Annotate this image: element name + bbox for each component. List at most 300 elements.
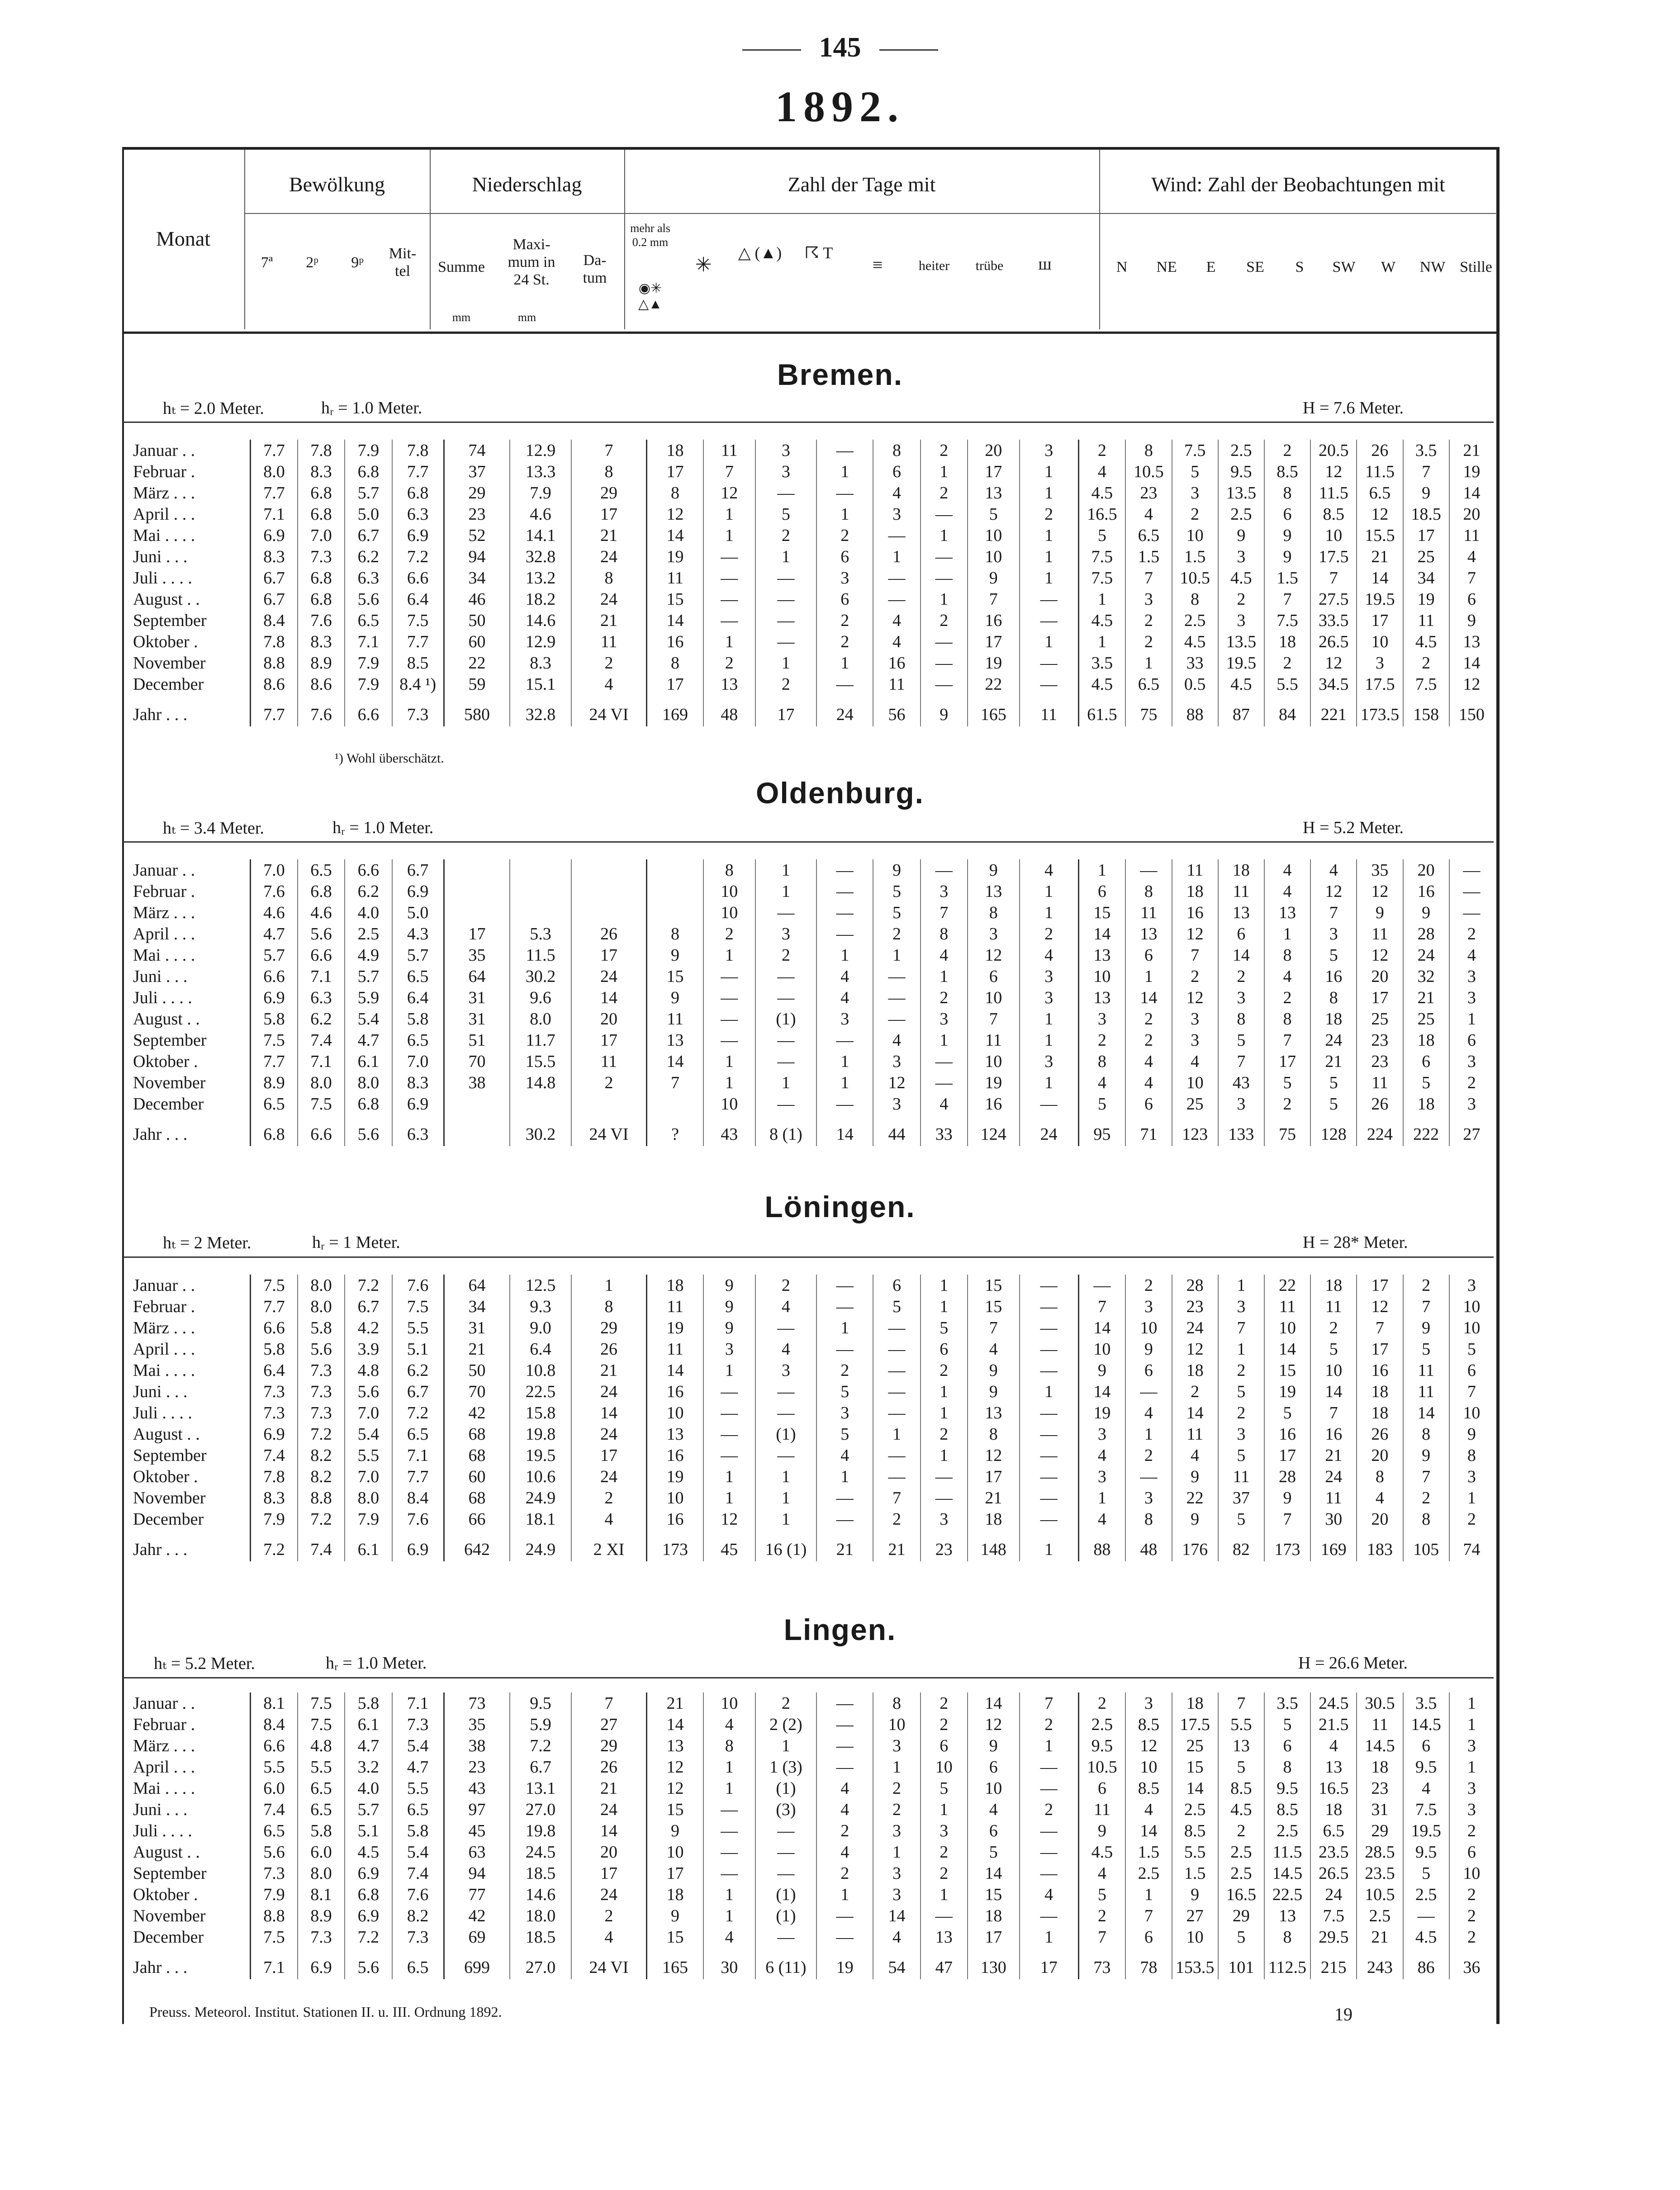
cell-wind-e: 10	[1172, 1072, 1218, 1093]
cell-precip-date	[571, 1093, 647, 1114]
cell-wind-calm: —	[1463, 882, 1481, 901]
cell-days-clear: 1	[921, 1381, 968, 1402]
cell-wind-e: 88	[1172, 695, 1218, 726]
cell-cloud-9p: 4.8	[345, 1360, 392, 1381]
cell-month: Mai . . . .	[123, 525, 251, 546]
cell-cloud-7a: 7.8	[251, 1466, 298, 1487]
cell-wind-sw: 11	[1310, 1296, 1357, 1317]
cell-wind-ne: 2	[1125, 631, 1172, 652]
cell-wind-e: 4	[1172, 1445, 1218, 1466]
cell-cloud-9p: 4.0	[345, 1778, 392, 1799]
cell-wind-e: 28	[1172, 1275, 1218, 1296]
cell-cloud-mean: 7.2	[392, 1402, 444, 1423]
cell-precip-date: 24 VI	[571, 695, 647, 726]
cell-days-fog: 3	[873, 1051, 920, 1072]
cell-days-storm: 4	[1020, 944, 1078, 966]
cell-wind-n: 6	[1078, 1778, 1125, 1799]
cell-wind-w: 28.5	[1357, 1841, 1403, 1863]
cell-wind-s: 4	[1264, 859, 1310, 881]
cell-precip-sum: 37	[444, 461, 510, 482]
cell-cloud-2p: 7.1	[298, 1051, 345, 1072]
cell-days-precip: 15	[647, 1799, 703, 1820]
cell-cloud-7a: 6.5	[251, 1820, 298, 1841]
cell-cloud-2p: 6.8	[298, 482, 345, 503]
cell-wind-se: 7	[1218, 1317, 1264, 1338]
cell-wind-w: 2.5	[1357, 1905, 1403, 1926]
table-row	[123, 1508, 1494, 1530]
cell-cloud-2p: 7.2	[298, 1508, 345, 1530]
cell-wind-w: 183	[1357, 1530, 1403, 1561]
cell-days-hail: 2	[755, 1692, 817, 1714]
cell-days-overcast: 13	[968, 881, 1020, 902]
cell-days-overcast: 9	[968, 1735, 1020, 1756]
cell-cloud-9p: 7.9	[345, 673, 392, 695]
cell-wind-calm: 19	[1463, 462, 1481, 481]
cell-wind-s: 22.5	[1264, 1884, 1310, 1905]
header-w-nw: NW	[1419, 259, 1446, 275]
cell-cloud-2p: 7.4	[298, 1029, 345, 1051]
cell-days-storm: 1	[1020, 567, 1078, 588]
cell-days-hail: 4	[755, 1296, 817, 1317]
cell-wind-s: 2.5	[1264, 1820, 1310, 1841]
cell-month: Februar .	[123, 1296, 251, 1317]
cell-wind-se: 11	[1218, 881, 1264, 902]
cell-days-storm: —	[1020, 1905, 1078, 1926]
cell-cloud-9p: 4.7	[345, 1029, 392, 1051]
cell-wind-n: 3	[1078, 1008, 1125, 1029]
cell-days-clear: 6	[921, 1338, 968, 1360]
cell-days-overcast: 13	[968, 1402, 1020, 1423]
cell-cloud-7a: 7.1	[251, 503, 298, 525]
cell-wind-n: 1	[1078, 859, 1125, 881]
table-row	[123, 482, 1494, 503]
header-w-n: N	[1116, 259, 1128, 275]
cell-precip-sum: 42	[444, 1905, 510, 1926]
cell-precip-max: 27.0	[510, 1948, 571, 1979]
cell-cloud-9p: 6.3	[345, 567, 392, 588]
station-hr: hᵣ = 1.0 Meter.	[326, 1654, 427, 1673]
cell-month: Mai . . . .	[123, 1778, 251, 1799]
cell-days-thunder: 1	[816, 1466, 873, 1487]
cell-cloud-9p: 3.9	[345, 1338, 392, 1360]
cell-wind-s: 6	[1264, 1735, 1310, 1756]
cell-precip-sum: 31	[444, 987, 510, 1008]
station-H: H = 28* Meter.	[1303, 1233, 1408, 1252]
cell-month: März . . .	[123, 1735, 251, 1756]
cell-days-hail: —	[755, 902, 817, 923]
cell-days-hail: 3	[755, 461, 817, 482]
cell-cloud-mean: 6.3	[392, 503, 444, 525]
cell-days-hail: 17	[755, 695, 817, 726]
cell-wind-calm: 6	[1467, 1360, 1476, 1380]
cell-wind-nw: 2	[1403, 652, 1449, 673]
cell-cloud-9p: 5.1	[345, 1820, 392, 1841]
cell-wind-e: 33	[1172, 652, 1218, 673]
cell-wind-nw: 3.5	[1403, 440, 1449, 461]
cell-wind-e: 153.5	[1172, 1948, 1218, 1979]
cell-days-precip: 173	[647, 1530, 703, 1561]
cell-cloud-2p: 8.0	[298, 1296, 345, 1317]
cell-month: Oktober .	[123, 631, 251, 652]
cell-wind-n: 2	[1078, 1692, 1125, 1714]
cell-days-clear: —	[921, 1905, 968, 1926]
cell-cloud-9p: 6.5	[345, 610, 392, 631]
cell-days-precip: ?	[647, 1114, 703, 1146]
cell-cloud-7a: 5.8	[251, 1338, 298, 1360]
cell-wind-nw: 5	[1403, 1863, 1449, 1884]
cell-days-hail: 1	[755, 652, 817, 673]
cell-wind-ne: 2	[1125, 1445, 1172, 1466]
cell-precip-max: 6.4	[510, 1338, 571, 1360]
cell-cloud-7a: 7.7	[251, 1296, 298, 1317]
cell-cloud-mean: 7.3	[392, 1926, 444, 1948]
cell-month: März . . .	[123, 482, 251, 503]
cell-precip-sum: 66	[444, 1508, 510, 1530]
cell-wind-n: 5	[1078, 1884, 1125, 1905]
cell-wind-w: 17	[1357, 610, 1403, 631]
cell-cloud-2p: 6.8	[298, 567, 345, 588]
cell-days-fog: 2	[873, 923, 920, 944]
cell-wind-calm: 4	[1467, 547, 1476, 566]
cell-wind-calm: 9	[1467, 1424, 1476, 1444]
cell-wind-sw: 23.5	[1310, 1841, 1357, 1863]
cell-precip-date: 24	[571, 1466, 647, 1487]
cell-wind-w: 21	[1357, 1926, 1403, 1948]
cell-wind-s: 14.5	[1264, 1863, 1310, 1884]
cell-wind-ne: 7	[1125, 1905, 1172, 1926]
cell-wind-nw: 2.5	[1403, 1884, 1449, 1905]
cell-wind-sw: 21	[1310, 1445, 1357, 1466]
cell-cloud-7a: 7.4	[251, 1799, 298, 1820]
cell-days-overcast: 9	[968, 1381, 1020, 1402]
cell-cloud-9p: 4.2	[345, 1317, 392, 1338]
cell-wind-w: 15.5	[1357, 525, 1403, 546]
cell-days-precip: 8	[647, 923, 703, 944]
cell-wind-sw: 18	[1310, 1275, 1357, 1296]
page-number: 145	[0, 32, 1680, 64]
cell-days-hail: —	[755, 1051, 817, 1072]
cell-days-storm: —	[1020, 652, 1078, 673]
cell-days-storm: —	[1020, 1487, 1078, 1508]
cell-precip-sum: 60	[444, 631, 510, 652]
cell-wind-sw: 11.5	[1310, 482, 1357, 503]
cell-days-overcast: 4	[968, 1338, 1020, 1360]
cell-days-hail: —	[755, 987, 817, 1008]
cell-days-thunder: —	[816, 1714, 873, 1735]
cell-wind-calm: 2	[1467, 924, 1476, 943]
cell-days-precip	[647, 859, 703, 881]
cell-days-hail: 1	[755, 1466, 817, 1487]
cell-month: Januar . .	[123, 859, 251, 881]
cell-precip-date: 2	[571, 652, 647, 673]
cell-cloud-9p: 6.9	[345, 1863, 392, 1884]
cell-wind-ne: 3	[1125, 1692, 1172, 1714]
cell-cloud-2p: 7.3	[298, 546, 345, 567]
cell-days-storm: —	[1020, 1275, 1078, 1296]
cell-days-fog: —	[873, 1360, 920, 1381]
cell-days-fog: 6	[873, 461, 920, 482]
cell-month: Juni . . .	[123, 1799, 251, 1820]
cell-wind-w: 18	[1357, 1756, 1403, 1778]
cell-precip-max: 10.8	[510, 1360, 571, 1381]
cell-days-precip: 10	[647, 1487, 703, 1508]
cell-wind-calm: 13	[1463, 632, 1481, 651]
cell-month: December	[123, 1926, 251, 1948]
cell-wind-ne: 13	[1125, 923, 1172, 944]
cell-cloud-7a: 7.7	[251, 1051, 298, 1072]
table-row	[123, 461, 1494, 482]
cell-wind-s: 8	[1264, 482, 1310, 503]
cell-wind-nw: 6	[1403, 1735, 1449, 1756]
cell-cloud-2p: 7.1	[298, 966, 345, 987]
cell-days-snow: 1	[703, 525, 755, 546]
table-row	[123, 503, 1494, 525]
cell-days-hail: 16 (1)	[755, 1530, 817, 1561]
cell-precip-date: 17	[571, 944, 647, 966]
cell-cloud-2p: 8.6	[298, 673, 345, 695]
cell-cloud-mean: 6.8	[392, 482, 444, 503]
cell-wind-w: 12	[1357, 1296, 1403, 1317]
cell-wind-w: 17	[1357, 1338, 1403, 1360]
cell-precip-max: 22.5	[510, 1381, 571, 1402]
cell-days-fog: 54	[873, 1948, 920, 1979]
cell-days-storm: —	[1020, 1423, 1078, 1445]
cell-days-clear: 1	[921, 1799, 968, 1820]
cell-cloud-2p: 6.5	[298, 859, 345, 881]
cell-days-overcast: 9	[968, 567, 1020, 588]
cell-wind-nw: 158	[1403, 695, 1449, 726]
cell-wind-e: 1.5	[1172, 546, 1218, 567]
cell-precip-max: 7.2	[510, 1735, 571, 1756]
cell-days-precip: 8	[647, 482, 703, 503]
cell-precip-max	[510, 902, 571, 923]
cell-wind-w: 17.5	[1357, 673, 1403, 695]
cell-precip-max: 30.2	[510, 1114, 571, 1146]
cell-month: Juni . . .	[123, 966, 251, 987]
cell-wind-n: 1	[1078, 588, 1125, 610]
cell-wind-sw: 4	[1310, 859, 1357, 881]
cell-precip-date: 26	[571, 1756, 647, 1778]
cell-wind-ne: 4	[1125, 503, 1172, 525]
cell-wind-nw: 11	[1403, 1381, 1449, 1402]
cell-cloud-7a: 6.6	[251, 1735, 298, 1756]
cell-cloud-7a: 7.3	[251, 1402, 298, 1423]
cell-wind-ne: 78	[1125, 1948, 1172, 1979]
cell-cloud-7a: 8.8	[251, 652, 298, 673]
cell-wind-ne: 1.5	[1125, 1841, 1172, 1863]
cell-wind-s: 7	[1264, 1508, 1310, 1530]
cell-wind-e: 11	[1172, 1423, 1218, 1445]
cell-days-snow: 1	[703, 631, 755, 652]
cell-precip-max: 19.8	[510, 1423, 571, 1445]
cell-days-thunder: 19	[816, 1948, 873, 1979]
cell-cloud-2p: 6.9	[298, 1948, 345, 1979]
cell-days-thunder: —	[816, 1735, 873, 1756]
cell-month: December	[123, 673, 251, 695]
cell-cloud-7a: 7.9	[251, 1508, 298, 1530]
cell-wind-ne: 4	[1125, 1799, 1172, 1820]
cell-wind-calm: —	[1463, 903, 1481, 922]
cell-days-hail: 2	[755, 1275, 817, 1296]
cell-precip-max: 13.3	[510, 461, 571, 482]
cell-wind-se: 5.5	[1218, 1714, 1264, 1735]
cell-wind-sw: 13	[1310, 1756, 1357, 1778]
cell-cloud-2p: 6.5	[298, 1778, 345, 1799]
cell-cloud-7a: 7.0	[251, 859, 298, 881]
cell-wind-s: 7	[1264, 588, 1310, 610]
cell-days-storm: —	[1020, 1360, 1078, 1381]
cell-wind-calm: 3	[1467, 1736, 1476, 1755]
cell-wind-s: 13	[1264, 902, 1310, 923]
cell-wind-n: 11	[1078, 1799, 1125, 1820]
cell-wind-ne: 71	[1125, 1114, 1172, 1146]
cell-days-thunder: 21	[816, 1530, 873, 1561]
cell-days-snow: 8	[703, 1735, 755, 1756]
cell-wind-sw: 17.5	[1310, 546, 1357, 567]
cell-wind-nw: 25	[1403, 546, 1449, 567]
cell-days-precip: 10	[647, 1841, 703, 1863]
cell-cloud-7a: 7.3	[251, 1381, 298, 1402]
cell-wind-sw: 221	[1310, 695, 1357, 726]
cell-wind-se: 2.5	[1218, 440, 1264, 461]
cell-days-snow: 1	[703, 1466, 755, 1487]
header-mm-summe: mm	[452, 311, 471, 324]
cell-days-overcast: 17	[968, 1926, 1020, 1948]
cell-cloud-mean: 6.7	[392, 859, 444, 881]
cell-days-thunder: —	[816, 482, 873, 503]
cell-month: Jahr . . .	[123, 1530, 251, 1561]
cell-wind-nw: 19	[1403, 588, 1449, 610]
cell-wind-n: 5	[1078, 525, 1125, 546]
cell-days-precip: 18	[647, 440, 703, 461]
cell-days-thunder: 2	[816, 1863, 873, 1884]
header-datum: Da-tum	[583, 252, 607, 287]
cell-wind-nw: 9	[1403, 1317, 1449, 1338]
cell-days-overcast: 124	[968, 1114, 1020, 1146]
cell-wind-e: 2	[1172, 966, 1218, 987]
cell-days-fog: 1	[873, 1756, 920, 1778]
cell-cloud-2p: 8.2	[298, 1466, 345, 1487]
cell-precip-sum: 42	[444, 1402, 510, 1423]
cell-wind-se: 2	[1218, 588, 1264, 610]
table-row	[123, 1338, 1494, 1360]
cell-precip-date: 24	[571, 966, 647, 987]
cell-days-storm: —	[1020, 1820, 1078, 1841]
cell-precip-sum: 35	[444, 1714, 510, 1735]
cell-wind-e: 3	[1172, 1029, 1218, 1051]
cell-days-precip: 7	[647, 1072, 703, 1093]
table-row	[123, 1445, 1494, 1466]
header-w-se: SE	[1246, 259, 1264, 275]
cell-days-snow: —	[703, 1841, 755, 1863]
cell-wind-n: 2	[1078, 1905, 1125, 1926]
cell-wind-n: 10.5	[1078, 1756, 1125, 1778]
cell-wind-se: 3	[1218, 1296, 1264, 1317]
cell-wind-calm: 14	[1463, 653, 1481, 673]
cell-days-precip: 16	[647, 1508, 703, 1530]
cell-cloud-2p: 6.8	[298, 881, 345, 902]
table-row	[123, 1275, 1494, 1296]
cell-wind-ne: 7	[1125, 567, 1172, 588]
cell-wind-se: 13.5	[1218, 631, 1264, 652]
cell-wind-e: 18	[1172, 1692, 1218, 1714]
cell-days-clear: —	[921, 546, 968, 567]
cell-month: Juni . . .	[123, 546, 251, 567]
cell-days-thunder: —	[816, 1296, 873, 1317]
cell-month: April . . .	[123, 503, 251, 525]
cell-month: September	[123, 1445, 251, 1466]
cell-month: Juli . . . .	[123, 567, 251, 588]
cell-days-fog: 14	[873, 1905, 920, 1926]
cell-days-fog: —	[873, 987, 920, 1008]
cell-days-overcast: 16	[968, 610, 1020, 631]
cell-days-snow: 7	[703, 461, 755, 482]
cell-cloud-2p: 5.8	[298, 1317, 345, 1338]
header-bewoelkung: Bewölkung	[289, 173, 385, 196]
cell-wind-w: 23	[1357, 1051, 1403, 1072]
cell-days-clear: 2	[921, 1841, 968, 1863]
cell-wind-nw: 18	[1403, 1093, 1449, 1114]
cell-days-snow: 1	[703, 503, 755, 525]
cell-days-storm: 1	[1020, 902, 1078, 923]
cell-precip-max: 9.0	[510, 1317, 571, 1338]
cell-wind-e: 4.5	[1172, 631, 1218, 652]
cell-wind-s: 75	[1264, 1114, 1310, 1146]
cell-precip-date: 7	[571, 1692, 647, 1714]
cell-wind-se: 82	[1218, 1530, 1264, 1561]
cell-days-fog: 3	[873, 503, 920, 525]
cell-cloud-2p: 8.0	[298, 1072, 345, 1093]
header-w-e: E	[1206, 259, 1216, 275]
cell-cloud-mean: 5.4	[392, 1841, 444, 1863]
cell-wind-e: 5	[1172, 461, 1218, 482]
cell-wind-nw: 9.5	[1403, 1841, 1449, 1863]
cell-days-hail: (1)	[755, 1423, 817, 1445]
cell-cloud-7a: 7.2	[251, 1530, 298, 1561]
cell-wind-ne: 23	[1125, 482, 1172, 503]
cell-days-clear: —	[921, 859, 968, 881]
cell-days-storm: —	[1020, 1317, 1078, 1338]
cell-wind-s: 2	[1264, 652, 1310, 673]
cell-days-clear: —	[921, 652, 968, 673]
cell-wind-sw: 14	[1310, 1381, 1357, 1402]
cell-wind-sw: 18	[1310, 1799, 1357, 1820]
cell-wind-se: 5	[1218, 1381, 1264, 1402]
cell-wind-sw: 16	[1310, 1423, 1357, 1445]
cell-days-snow: 30	[703, 1948, 755, 1979]
cell-wind-ne: 1.5	[1125, 546, 1172, 567]
table-row	[123, 881, 1494, 902]
cell-wind-se: 2.5	[1218, 1863, 1264, 1884]
cell-days-storm: 1	[1020, 1008, 1078, 1029]
cell-precip-date: 2 XI	[571, 1530, 647, 1561]
cell-month: November	[123, 1072, 251, 1093]
cell-cloud-9p: 6.1	[345, 1714, 392, 1735]
cell-month: Januar . .	[123, 1275, 251, 1296]
cell-days-hail: —	[755, 482, 817, 503]
cell-days-fog: 56	[873, 695, 920, 726]
cell-days-precip: 19	[647, 1317, 703, 1338]
cell-precip-sum: 580	[444, 695, 510, 726]
cell-wind-w: 3	[1357, 652, 1403, 673]
cell-wind-nw: 222	[1403, 1114, 1449, 1146]
cell-precip-sum	[444, 1093, 510, 1114]
cell-wind-e: 16	[1172, 902, 1218, 923]
cell-wind-se: 8	[1218, 1008, 1264, 1029]
cell-precip-sum: 51	[444, 1029, 510, 1051]
cell-wind-ne: 8	[1125, 1508, 1172, 1530]
cell-precip-sum: 642	[444, 1530, 510, 1561]
